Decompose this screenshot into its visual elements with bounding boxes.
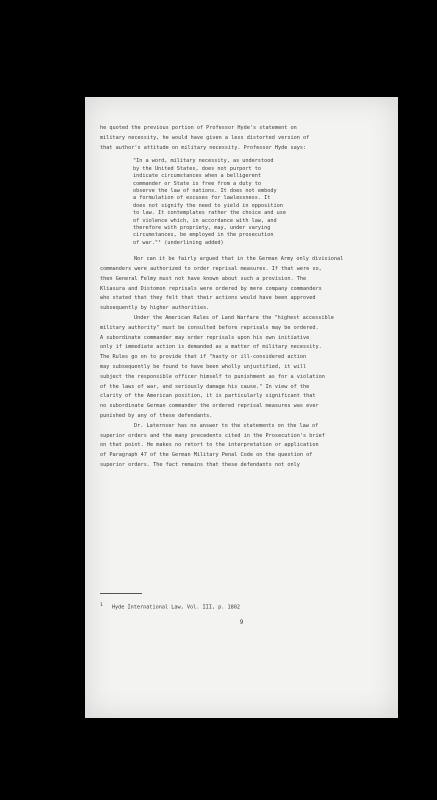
- block-quote: [100, 158, 382, 247]
- quote-line: by the United States, does not purport to: [133, 165, 262, 172]
- text-line: that author's attitude on military necessity. Professor Hyde says:: [100, 144, 307, 151]
- footnote: [100, 602, 240, 612]
- text-line: commanders were authorized to order reprisal measures. If that were so,: [100, 266, 322, 273]
- paragraph-laternser: [100, 422, 382, 471]
- text-line: superior orders. The fact remains that these defendants not only: [100, 462, 300, 468]
- text-line: Nor can it be fairly argued that in the German Army only divisional: [134, 256, 344, 263]
- text-line: punished by any of these defendants.: [100, 413, 213, 420]
- quote-line: circumstances, be employed in the prosecution: [133, 232, 274, 239]
- footnote-mark: 1: [100, 603, 103, 608]
- quote-line: to law. It contemplates rather the choice and use: [133, 210, 287, 217]
- text-line: clarity of the American position, it is particularly significant that: [100, 393, 316, 400]
- document-body: [100, 124, 382, 471]
- document-page: [85, 97, 398, 718]
- text-line: only if immediate action is demanded as a matter of military necessity.: [100, 344, 322, 351]
- text-line: then General Felmy must not have known about such a provision. The: [100, 275, 307, 282]
- quote-line: indicate circumstances when a belligerent: [133, 173, 262, 180]
- footnote-divider: [100, 593, 142, 594]
- text-line: superior orders and the many precedents cited in the Prosecution's brief: [100, 432, 325, 439]
- quote-line: does not signify the need to yield in opposition: [133, 202, 283, 209]
- text-line: may subsequently be found to have been wholly unjustified, it will: [100, 364, 307, 371]
- footnote-text: Hyde International Law, Vol. III, p. 1802: [111, 604, 240, 611]
- paragraph-felmy: [100, 255, 382, 314]
- text-line: of the laws of war, and seriously damage his cause." In view of the: [100, 383, 310, 390]
- page-number: 9: [239, 619, 244, 626]
- text-line: military necessity, he would have given a less distorted version of: [100, 134, 310, 141]
- text-line: no subordinate German commander the ordered reprisal measures was ever: [100, 403, 319, 410]
- text-line: Under the American Rules of Land Warfare the "highest accessible: [134, 315, 334, 322]
- text-line: military authority" must be consulted before reprisals may be ordered.: [100, 324, 319, 331]
- quote-line: "In a word, military necessity, as understood: [133, 158, 274, 165]
- quote-line: of war."¹ (underlining added): [133, 239, 224, 246]
- text-line: of Paragraph 47 of the German Military Penal Code on the question of: [100, 452, 313, 459]
- quote-line: a formulation of excuses for lawlessness. It: [133, 195, 271, 202]
- text-line: The Rules go on to provide that if "hasty or ill-considered action: [100, 354, 307, 361]
- quote-line: therefore with propriety, may, under varying: [133, 225, 271, 232]
- text-line: on that point. He makes no retort to the interpretation or application: [100, 442, 319, 449]
- quote-line: commander or State is free from a duty to: [133, 180, 262, 187]
- intro-paragraph: [100, 124, 382, 153]
- text-line: who stated that they felt that their actions would have been approved: [100, 295, 316, 302]
- text-line: A subordinate commander may order reprisals upon his own initiative: [100, 334, 310, 341]
- text-line: Kliasura and Distomon reprisals were ordered by mere company commanders: [100, 285, 322, 292]
- text-line: subsequently by higher authorities.: [100, 305, 210, 312]
- quote-line: of violence which, in accordance with law, and: [133, 217, 277, 224]
- text-line: Dr. Laternser has no answer to the statements on the law of: [134, 422, 319, 429]
- paragraph-american-rules: [100, 314, 382, 422]
- quote-line: observe the law of nations. It does not embody: [133, 188, 277, 195]
- text-line: he quoted the previous portion of Professor Hyde's statement on: [100, 125, 297, 131]
- text-line: subject the responsible officer himself to punishment as for a violation: [100, 373, 325, 380]
